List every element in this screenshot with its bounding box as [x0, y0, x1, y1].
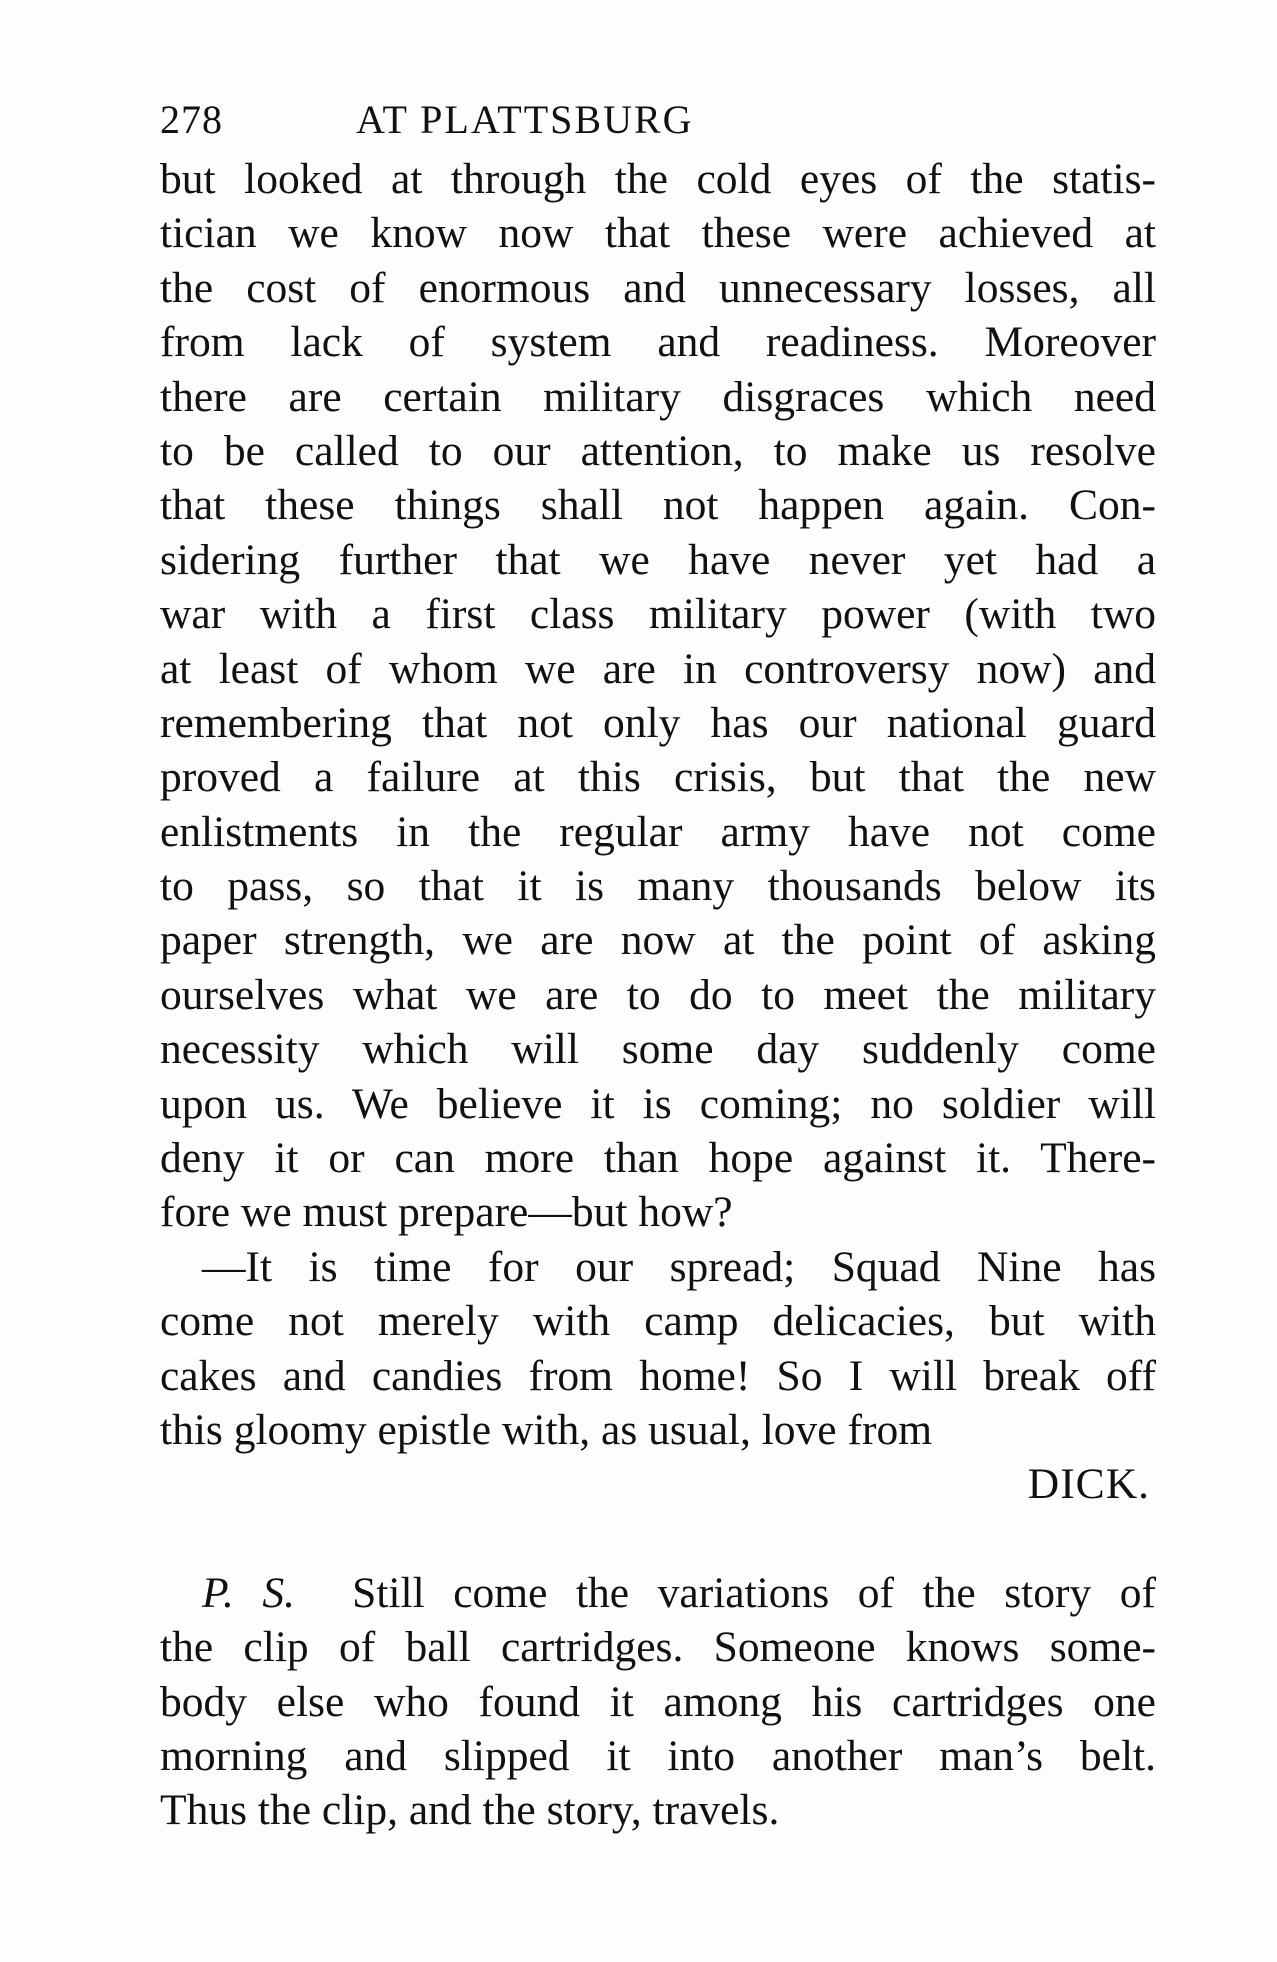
text-line: necessity which will some day suddenly come: [160, 1025, 1156, 1074]
text-line: Thus the clip, and the story, travels.: [160, 1786, 780, 1835]
text-line: upon us. We believe it is coming; no soldier will: [160, 1079, 1156, 1128]
body-text: [160, 152, 1156, 1838]
text-line: but looked at through the cold eyes of the statis-: [160, 155, 1156, 203]
page-number: 278: [160, 97, 223, 142]
text-line: [160, 1566, 1156, 1620]
text-line: fore we must prepare—but how?: [160, 1188, 733, 1237]
text-line: at least of whom we are in controversy now) and: [160, 644, 1156, 693]
postscript: [160, 1566, 1156, 1838]
text-line: —It is time for our spread; Squad Nine has: [202, 1242, 1156, 1291]
text-line: from lack of system and readiness. Moreover: [160, 318, 1156, 367]
text-line: come not merely with camp delicacies, but with: [160, 1297, 1156, 1346]
text-line: there are certain military disgraces which need: [160, 372, 1156, 421]
postscript-first-line: Still come the variations of the story of: [352, 1568, 1157, 1617]
text-line: enlistments in the regular army have not come: [160, 807, 1156, 856]
text-line: to be called to our attention, to make us resolve: [160, 426, 1156, 475]
text-line: to pass, so that it is many thousands below its: [160, 862, 1156, 911]
text-line: cakes and candies from home! So I will break off: [160, 1351, 1156, 1400]
text-line: deny it or can more than hope against it. There-: [160, 1134, 1156, 1183]
text-line: that these things shall not happen again. Con-: [160, 481, 1156, 530]
paragraph-spread: [160, 1240, 1156, 1458]
text-line: paper strength, we are now at the point of asking: [160, 916, 1156, 965]
text-line: proved a failure at this crisis, but that the new: [160, 753, 1156, 802]
running-title: AT PLATTSBURG: [356, 97, 694, 142]
text-line: sidering further that we have never yet had a: [160, 535, 1156, 584]
section-gap: [160, 1512, 1156, 1566]
text-line: tician we know now that these were achieved at: [160, 209, 1156, 258]
text-line: morning and slipped it into another man’s belt.: [160, 1731, 1156, 1780]
signature: DICK.: [1027, 1460, 1150, 1509]
text-line: this gloomy epistle with, as usual, love from: [160, 1405, 933, 1454]
text-line: remembering that not only has our national guard: [160, 698, 1156, 747]
postscript-label: P. S.: [202, 1568, 296, 1617]
running-head: [150, 96, 910, 146]
text-line: body else who found it among his cartridges one: [160, 1677, 1156, 1726]
paragraph-statistician: [160, 152, 1156, 1240]
text-line: ourselves what we are to do to meet the military: [160, 970, 1156, 1019]
text-line: the clip of ball cartridges. Someone knows some-: [160, 1623, 1156, 1672]
text-line: the cost of enormous and unnecessary losses, all: [160, 263, 1156, 312]
text-line: war with a first class military power (with two: [160, 590, 1156, 639]
